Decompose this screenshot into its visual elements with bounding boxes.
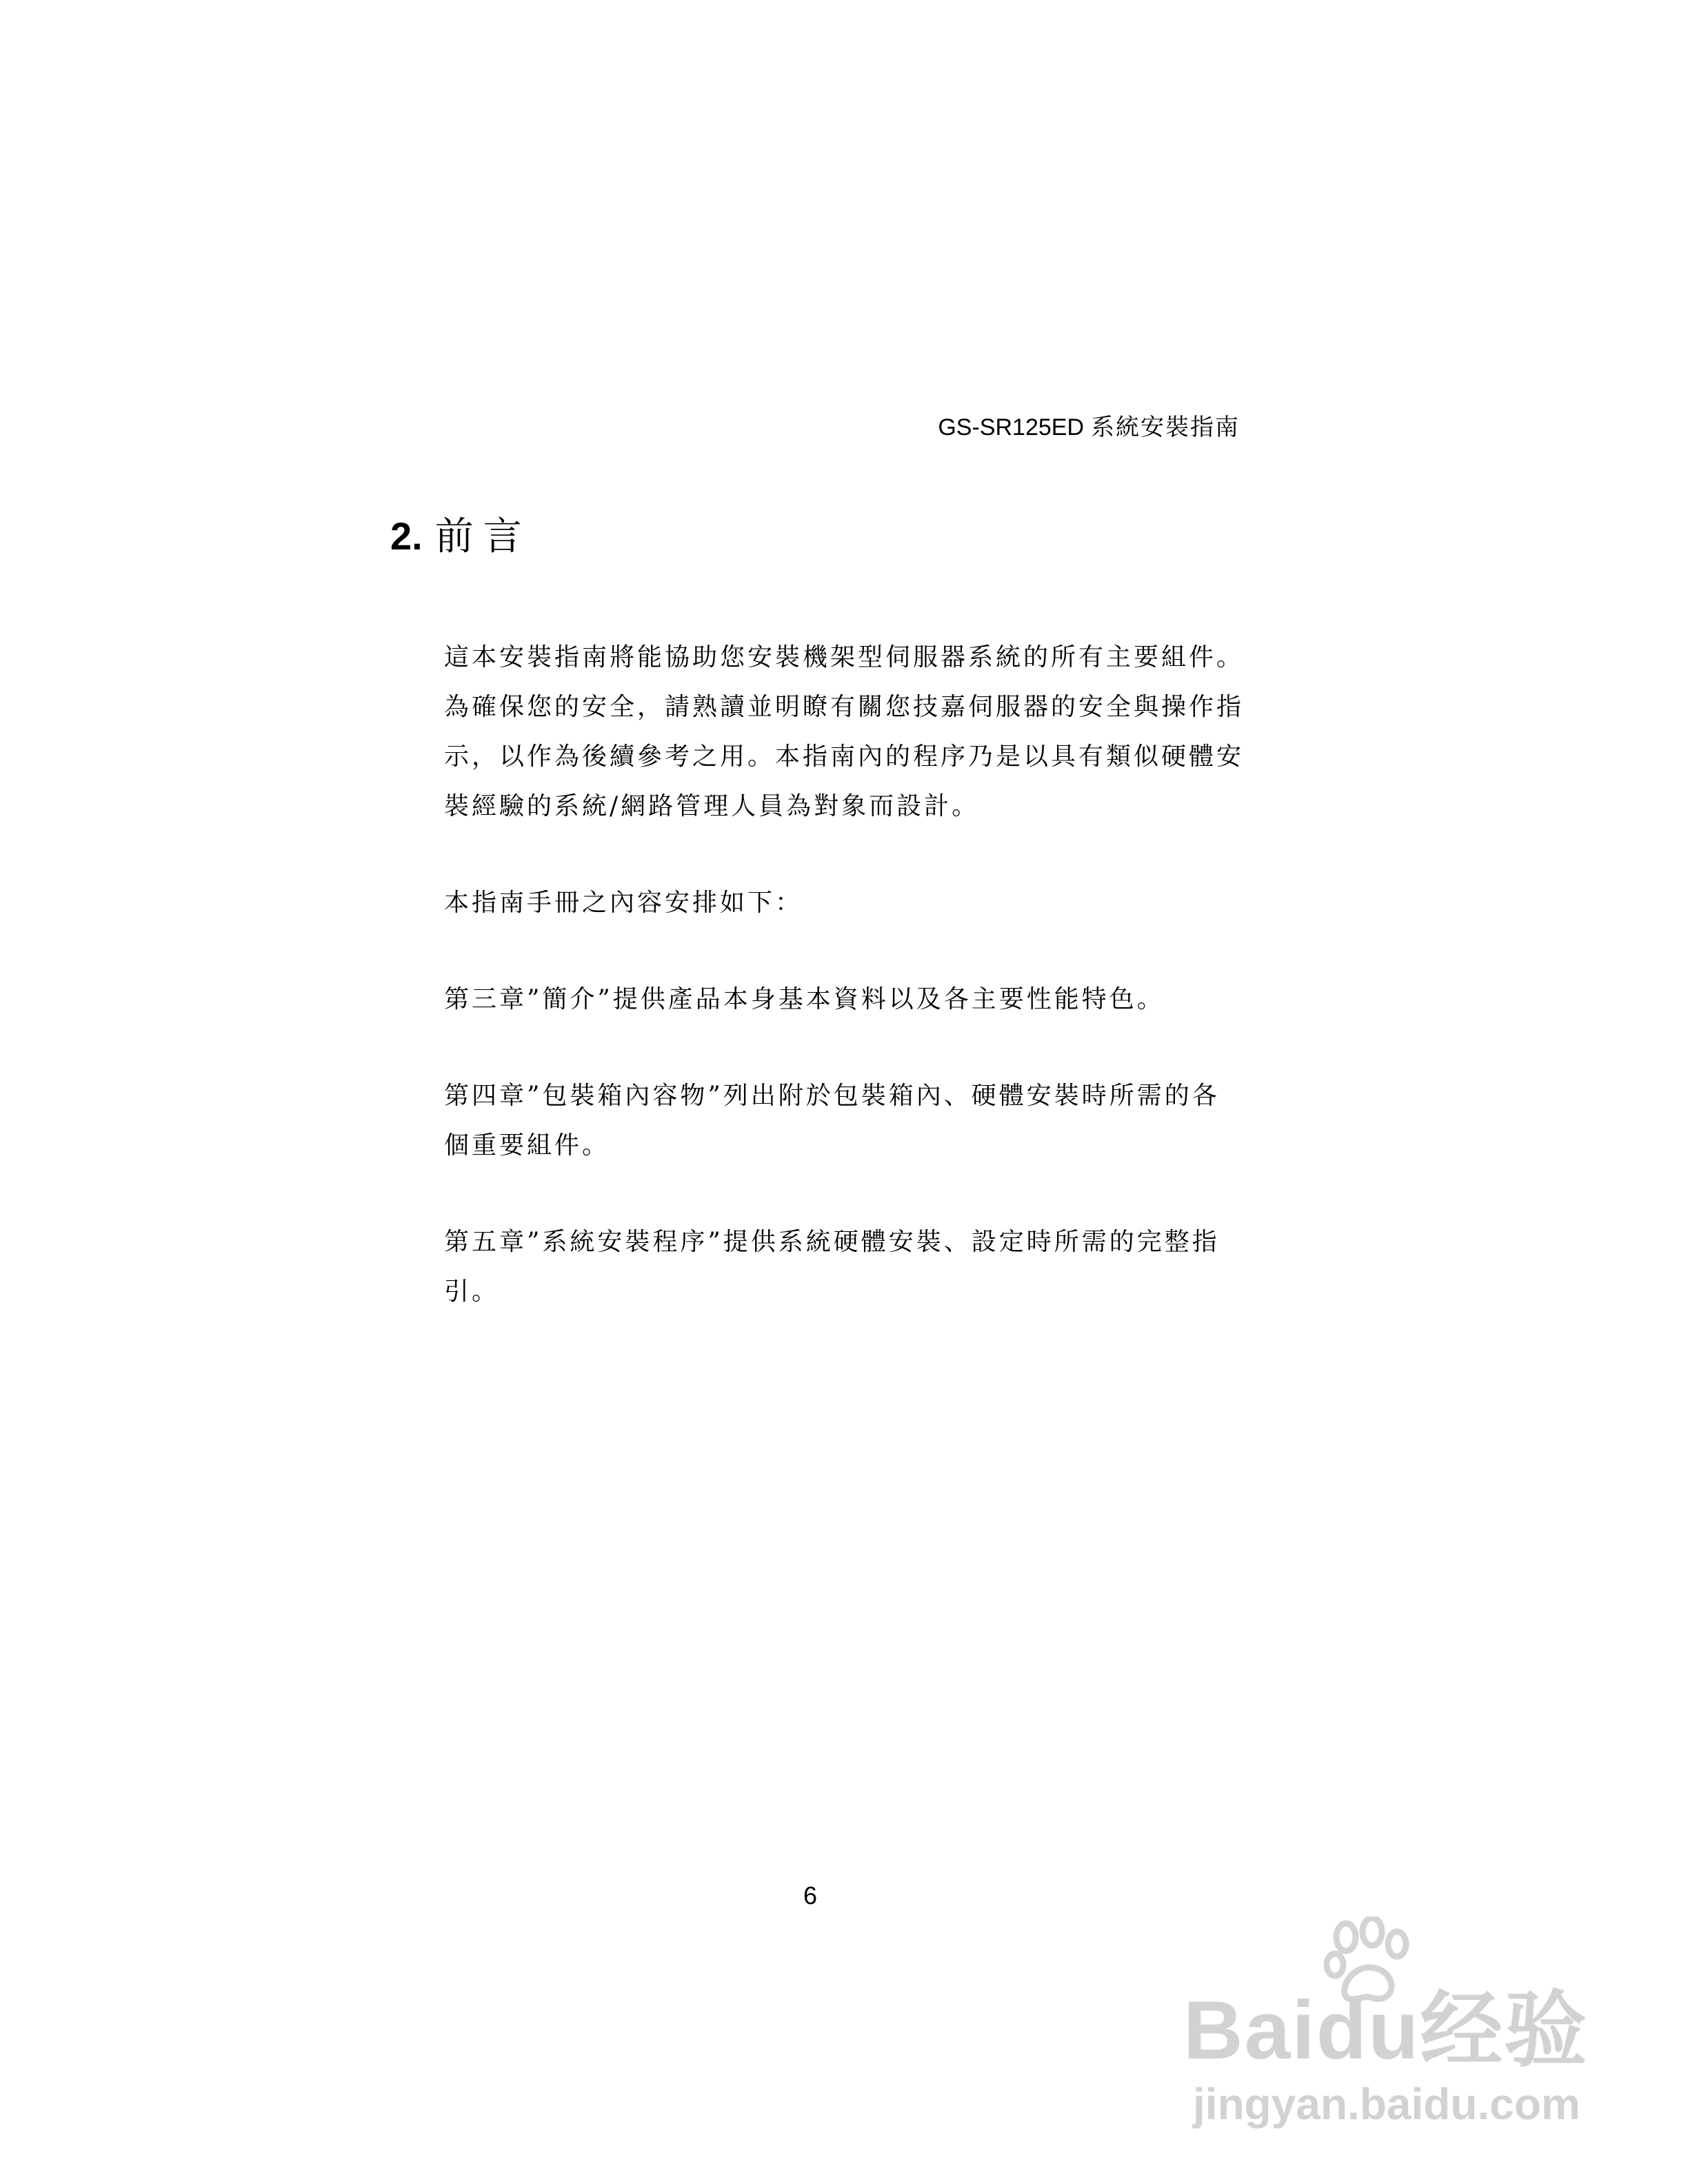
- paragraph-outline: 本指南手冊之內容安排如下：: [444, 889, 803, 917]
- baidu-watermark: [1183, 1917, 1589, 2144]
- page-number: 6: [803, 1881, 818, 1910]
- header-title: 系統安裝指南: [1091, 414, 1240, 441]
- running-header: [938, 412, 1240, 443]
- chapter-number: 2.: [390, 514, 423, 558]
- watermark-url: jingyan.baidu.com: [1193, 2079, 1580, 2129]
- paragraph-intro: 這本安裝指南將能協助您安裝機架型伺服器系統的所有主要組件。為確保您的安全，請熟讀並明瞭有關您技嘉伺服器的安全與操作指示，以作為後續參考之用。本指南內的程序乃是以具有類似硬體安裝經驗的系統/網路管理人員為對象而設計。: [444, 643, 1245, 820]
- paragraph-chapter-4: 第四章”包裝箱內容物”列出附於包裝箱內、硬體安裝時所需的各個重要組件。: [444, 1082, 1220, 1160]
- chapter-heading: [390, 512, 532, 562]
- watermark-brand: Baidu经验: [1183, 1984, 1589, 2076]
- body-content: [444, 633, 1244, 1364]
- header-model: GS-SR125ED: [938, 414, 1084, 441]
- chapter-title: 前言: [434, 514, 532, 559]
- paragraph-chapter-5: 第五章”系統安裝程序”提供系統硬體安裝、設定時所需的完整指引。: [444, 1228, 1220, 1306]
- paragraph-chapter-3: 第三章”簡介”提供產品本身基本資料以及各主要性能特色。: [444, 985, 1165, 1013]
